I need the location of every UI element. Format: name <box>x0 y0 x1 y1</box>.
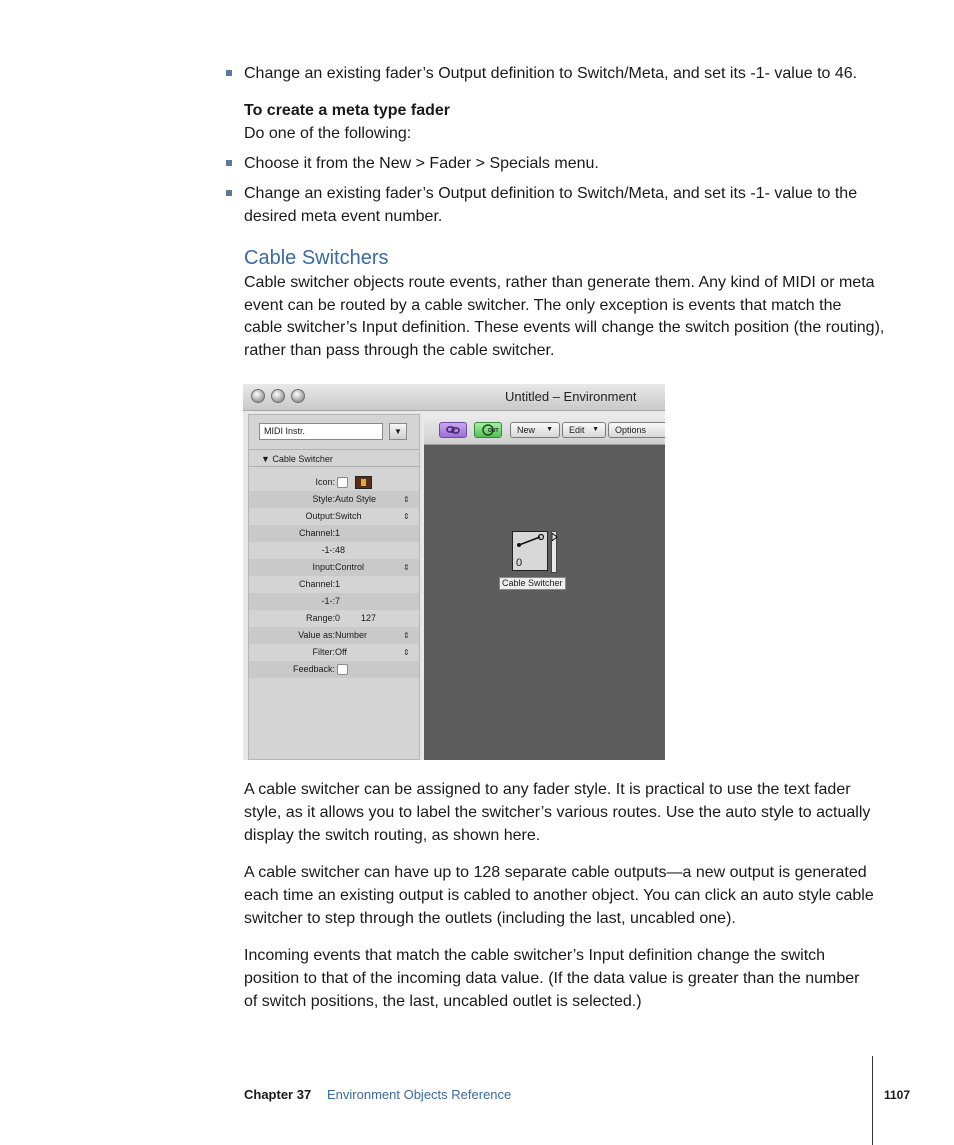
parameter-label: Output: <box>305 511 335 521</box>
bullet-marker <box>226 70 232 76</box>
parameter-label: Channel: <box>298 528 335 538</box>
section-title: Cable Switchers <box>244 247 389 269</box>
environment-toolbar <box>424 414 665 445</box>
parameter-row[interactable] <box>249 474 419 491</box>
switch-arm-icon <box>513 532 547 552</box>
bullet-text: Choose it from the New > Fader > Specials menu. <box>244 155 599 172</box>
options-menu-button[interactable] <box>608 422 665 438</box>
midi-out-label: OUT <box>488 428 499 434</box>
updown-arrows-icon[interactable]: ⇕ <box>403 512 410 521</box>
section-paragraph-line: cable switcher’s Input definition. These events will change the switch position (the routing), <box>244 319 885 336</box>
parameter-label: Icon: <box>315 477 335 487</box>
updown-arrows-icon[interactable]: ⇕ <box>403 495 410 504</box>
paragraph-line: A cable switcher can have up to 128 separate cable outputs—a new output is generated <box>244 864 867 881</box>
parameter-value[interactable]: Switch <box>335 511 362 521</box>
paragraph-line: display the switch routing, as shown here. <box>244 827 541 844</box>
parameter-value[interactable]: Off <box>335 647 347 657</box>
parameter-label: Range: <box>305 613 335 623</box>
midi-out-button[interactable] <box>474 422 502 438</box>
parameter-value[interactable]: 7 <box>335 596 341 606</box>
updown-arrows-icon[interactable]: ⇕ <box>403 648 410 657</box>
parameter-value[interactable]: Number <box>335 630 368 640</box>
section-paragraph-line: Cable switcher objects route events, rather than generate them. Any kind of MIDI or meta <box>244 274 875 291</box>
parameter-value[interactable]: Auto Style <box>335 494 377 504</box>
paragraph-line: style, as it allows you to label the switcher’s various routes. Use the auto style to actually <box>244 804 871 821</box>
paragraph-line: switcher to step through the outlets (including the last, uncabled one). <box>244 910 736 927</box>
parameter-value[interactable]: 1 <box>335 579 341 589</box>
parameter-value[interactable]: 0 <box>335 613 341 623</box>
chevron-down-icon: ▼ <box>592 426 599 433</box>
parameter-value[interactable]: 48 <box>335 545 346 555</box>
object-name-label: Cable Switcher <box>499 577 566 590</box>
paragraph-line: of switch positions, the last, uncabled outlet is selected.) <box>244 993 642 1010</box>
parameter-label: Value as: <box>298 630 335 640</box>
outlet-arrow-icon <box>552 533 558 541</box>
window-title: Untitled – Environment <box>505 389 637 404</box>
inspector-panel <box>248 414 420 760</box>
parameter-label: Filter: <box>312 647 335 657</box>
window-titlebar <box>243 384 665 411</box>
zoom-window-icon[interactable] <box>291 389 305 403</box>
edit-menu-label: Edit <box>569 425 585 435</box>
bullet-text-continued: desired meta event number. <box>244 208 443 225</box>
link-icon <box>446 425 460 435</box>
parameter-row[interactable] <box>249 525 419 542</box>
chevron-down-icon[interactable]: ▼ <box>389 423 407 440</box>
parameter-row[interactable] <box>249 542 419 559</box>
parameter-label: Style: <box>312 494 335 504</box>
cable-switcher-object[interactable] <box>512 531 548 571</box>
updown-arrows-icon[interactable]: ⇕ <box>403 631 410 640</box>
bullet-text: Change an existing fader’s Output definition to Switch/Meta, and set its -1- value to the <box>244 185 858 202</box>
meta-intro: Do one of the following: <box>244 125 412 142</box>
bullet-text: Change an existing fader’s Output definition to Switch/Meta, and set its -1- value to 46. <box>244 65 858 82</box>
updown-arrows-icon[interactable]: ⇕ <box>403 563 410 572</box>
parameter-value[interactable]: Control <box>335 562 365 572</box>
paragraph-line: each time an existing output is cabled to another object. You can click an auto style cable <box>244 887 874 904</box>
meta-heading: To create a meta type fader <box>244 102 451 119</box>
chapter-label: Chapter 37 <box>244 1087 312 1102</box>
parameter-value[interactable]: 1 <box>335 528 341 538</box>
close-window-icon[interactable] <box>251 389 265 403</box>
minimize-window-icon[interactable] <box>271 389 285 403</box>
new-menu-button[interactable] <box>510 422 560 438</box>
inspector-header[interactable]: ▼ Cable Switcher <box>249 449 419 467</box>
parameter-label: -1-: <box>321 545 335 555</box>
outlet-strip[interactable] <box>551 531 557 573</box>
parameter-row[interactable] <box>249 559 419 576</box>
bullet-marker <box>226 190 232 196</box>
section-paragraph-line: event can be routed by a cable switcher. The only exception is events that match the <box>244 297 842 314</box>
link-button[interactable] <box>439 422 467 438</box>
parameter-row[interactable] <box>249 610 419 627</box>
environment-window-screenshot <box>243 384 665 760</box>
environment-area[interactable] <box>424 414 665 760</box>
parameter-row[interactable] <box>249 593 419 610</box>
page-number: 1107 <box>884 1088 911 1102</box>
chevron-down-icon: ▼ <box>546 426 553 433</box>
parameter-row[interactable] <box>249 576 419 593</box>
chapter-title: Environment Objects Reference <box>327 1087 512 1102</box>
parameter-label: -1-: <box>321 596 335 606</box>
object-icon-preview-icon[interactable] <box>355 476 372 489</box>
parameter-label: Input: <box>312 562 335 572</box>
bullet-marker <box>226 160 232 166</box>
section-paragraph-line: rather than pass through the cable switcher. <box>244 342 555 359</box>
parameter-value-secondary[interactable]: 127 <box>361 613 377 623</box>
paragraph-line: position to that of the incoming data value. (If the data value is greater than the number <box>244 970 860 987</box>
new-menu-label: New <box>517 425 536 435</box>
parameter-checkbox[interactable] <box>337 477 348 488</box>
parameter-row[interactable] <box>249 508 419 525</box>
parameter-row[interactable] <box>249 644 419 661</box>
edit-menu-button[interactable] <box>562 422 606 438</box>
options-menu-label: Options <box>615 425 647 435</box>
parameter-label: Channel: <box>298 579 335 589</box>
paragraph-line: Incoming events that match the cable switcher’s Input definition change the switch <box>244 947 826 964</box>
parameter-checkbox[interactable] <box>337 664 348 675</box>
paragraph-line: A cable switcher can be assigned to any fader style. It is practical to use the text fader <box>244 781 851 798</box>
parameter-row[interactable] <box>249 627 419 644</box>
parameter-label: Feedback: <box>292 664 335 674</box>
footer-divider <box>872 1056 873 1145</box>
parameter-row[interactable] <box>249 661 419 678</box>
midi-layer-field[interactable]: MIDI Instr. <box>259 423 383 440</box>
parameter-row[interactable] <box>249 491 419 508</box>
switch-value: 0 <box>516 557 523 569</box>
